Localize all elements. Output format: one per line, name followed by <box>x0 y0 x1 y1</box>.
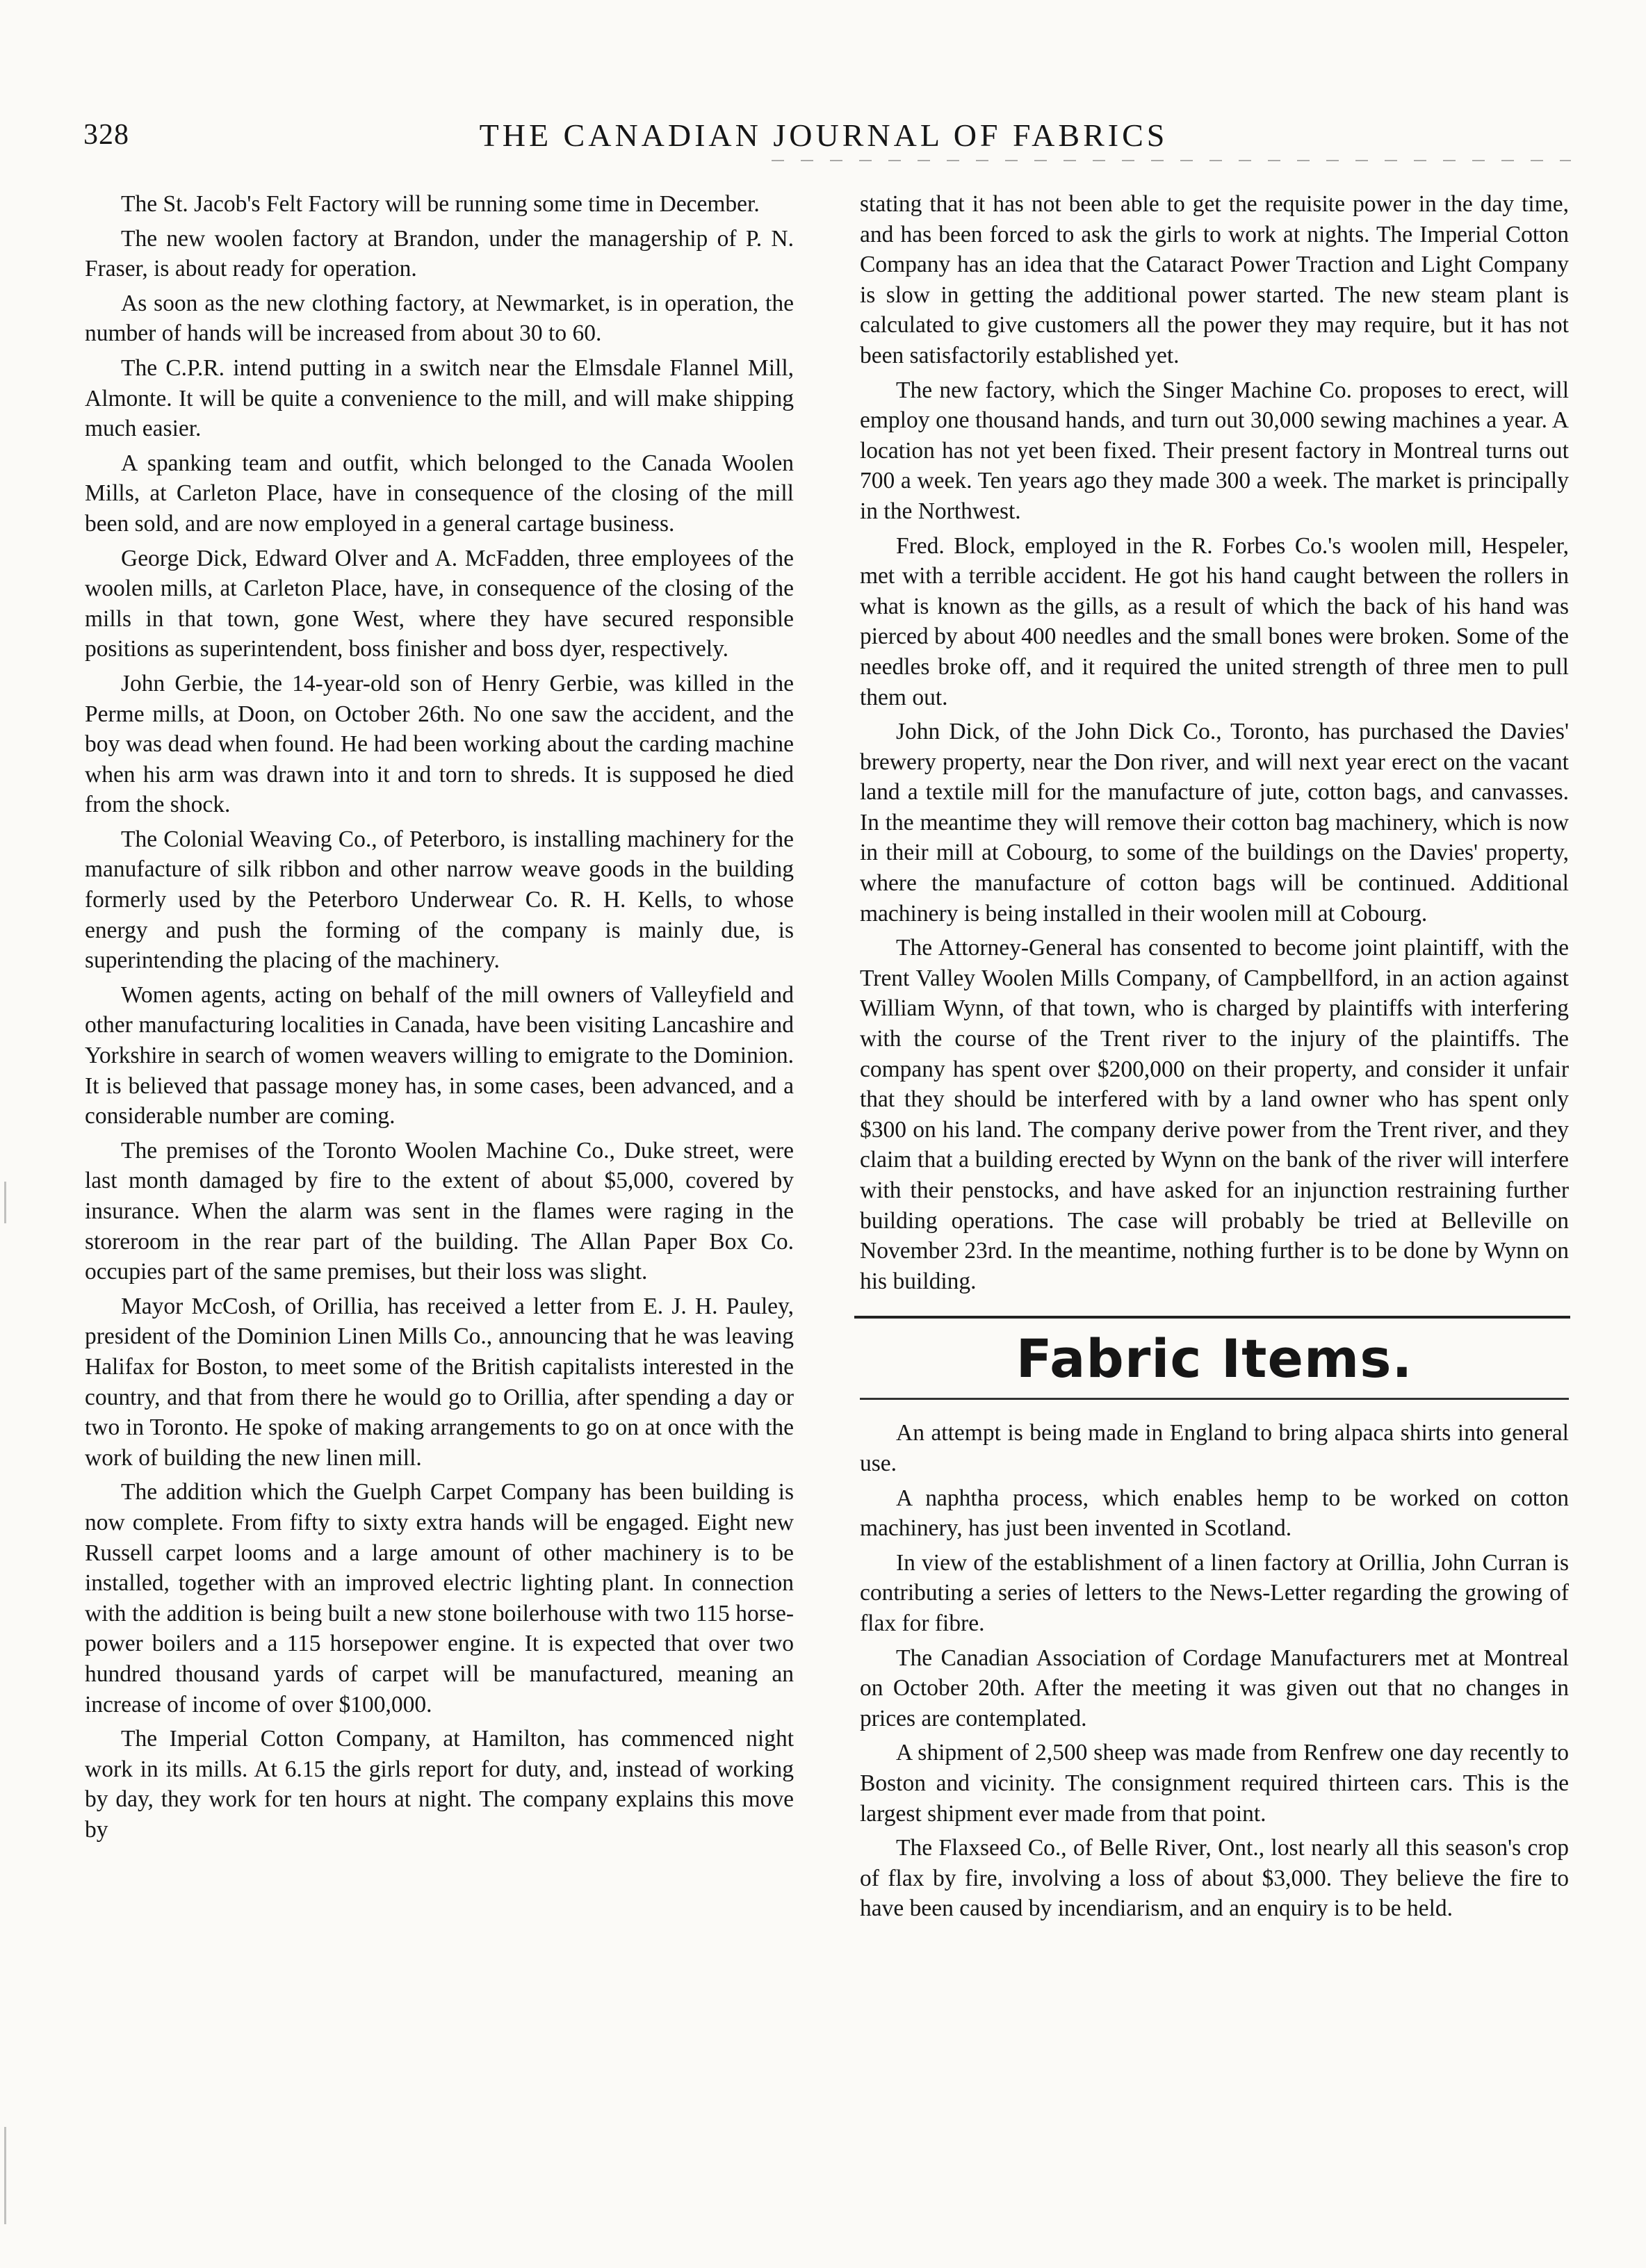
news-paragraph: George Dick, Edward Olver and A. McFadden, three employees of the woolen mills, at Carleton Place, have, in consequence of the closing of the mills in that town, gone West, where they have secured responsible positions as superintendent, boss finisher and boss dyer, respectively. <box>85 545 794 662</box>
news-paragraph: The premises of the Toronto Woolen Machine Co., Duke street, were last month damaged by fire to the extent of about $5,000, covered by insurance. When the alarm was sent in the flames were raging in the storeroom in the rear part of the building. The Allan Paper Box Co. occupies part of the same premises, but their loss was slight. <box>85 1137 794 1285</box>
left-column <box>85 189 794 1849</box>
fabric-item: A shipment of 2,500 sheep was made from Renfrew one day recently to Boston and vicinity. The consignment required thirteen cars. This is the largest shipment ever made from that point. <box>860 1740 1569 1827</box>
news-paragraph: The Imperial Cotton Company, at Hamilton, has commenced night work in its mills. At 6.15 the girls report for duty, and, instead of working by day, they work for ten hours at night. The company explains this move by <box>85 1726 794 1843</box>
news-paragraph: John Dick, of the John Dick Co., Toronto, has purchased the Davies' brewery property, near the Don river, and will next year erect on the vacant land a textile mill for the manufacture of jute, cotton bags, and canvasses. In the meantime they will remove their cotton bag machinery, which is now in their mill at Cobourg, to some of the buildings on the Davies' property, where the manufacture of cotton bags will be continued. Additional machinery is being installed in their woolen mill at Cobourg. <box>860 719 1569 927</box>
journal-title: THE CANADIAN JOURNAL OF FABRICS <box>479 117 1168 153</box>
fabric-item: The Flaxseed Co., of Belle River, Ont., lost nearly all this season's crop of flax by fire, involving a loss of about $3,000. They believe the fire to have been caused by incendiarism, and an enquiry is to be held. <box>860 1835 1569 1922</box>
news-paragraph: The St. Jacob's Felt Factory will be running some time in December. <box>121 191 760 217</box>
section-title-fabric-items: Fabric Items. <box>1016 1328 1413 1390</box>
fabric-item: An attempt is being made in England to bring alpaca shirts into general use. <box>860 1420 1569 1476</box>
news-paragraph: The C.P.R. intend putting in a switch near the Elmsdale Flannel Mill, Almonte. It will be quite a convenience to the mill, and will make shipping much easier. <box>85 354 794 442</box>
news-paragraph: Fred. Block, employed in the R. Forbes Co.'s woolen mill, Hespeler, met with a terrible accident. He got his hand caught between the rollers in what is known as the gills, as a result of which the back of his hand was pierced by about 400 needles and the small bones were broken. Some of the needles broke off, and it required the united strength of three men to pull them out. <box>860 532 1569 710</box>
section-divider <box>854 1316 1570 1319</box>
news-paragraph: The Colonial Weaving Co., of Peterboro, is installing machinery for the manufacture of silk ribbon and other narrow weave goods in the building formerly used by the Peterboro Underwear Co. R. H. Kells, to whose energy and push the forming of the company is mainly due, is superintending the placing of the machinery. <box>85 826 794 974</box>
scan-edge-mark <box>4 2127 6 2224</box>
fabric-item: A naphtha process, which enables hemp to be worked on cotton machinery, has just been invented in Scotland. <box>860 1485 1569 1542</box>
news-paragraph: A spanking team and outfit, which belonged to the Canada Woolen Mills, at Carleton Place, have in consequence of the closing of the mill been sold, and are now employed in a general cartage business. <box>85 450 794 537</box>
fabric-item: In view of the establishment of a linen factory at Orillia, John Curran is contributing a series of letters to the News-Letter regarding the growing of flax for fibre. <box>860 1549 1569 1636</box>
news-paragraph: Women agents, acting on behalf of the mill owners of Valleyfield and other manufacturing localities in Canada, have been visiting Lancashire and Yorkshire in search of women weavers willing to emigrate to the Dominion. It is believed that passage money has, in some cases, been advanced, and a considerable number are coming. <box>85 981 794 1129</box>
header-rule <box>772 160 1571 161</box>
news-paragraph-continued: stating that it has not been able to get the requisite power in the day time, and has been forced to ask the girls to work at nights. The Imperial Cotton Company has an idea that the Cataract Power Traction and Light Company is slow in getting the additional power started. The new steam plant is calculated to give customers all the power they may require, but it has not been satisfactorily established yet. <box>860 191 1569 368</box>
news-paragraph: The Attorney-General has consented to become joint plaintiff, with the Trent Valley Woolen Mills Company, of Campbellford, in an action against William Wynn, of that town, who is charged by plaintiffs with interfering with the course of the Trent river to the injury of the plaintiffs. The company has spent over $200,000 on their property, and consider it unfair that they should be interfered with by a land owner who has spent only $300 on his land. The company derive power from the Trent river, and they claim that a building erected by Wynn on the bank of the river will interfere with their penstocks, and have asked for an injunction restraining further building operations. The case will probably be tried at Belleville on November 23rd. In the meantime, nothing further is to be done by Wynn on his building. <box>860 935 1569 1294</box>
news-paragraph: John Gerbie, the 14-year-old son of Henry Gerbie, was killed in the Perme mills, at Doon, on October 26th. No one saw the accident, and the boy was dead when found. He had been working about the carding machine when his arm was drawn into it and torn to shreds. It is supposed he died from the shock. <box>85 670 794 818</box>
page-number: 328 <box>83 119 129 151</box>
news-paragraph: As soon as the new clothing factory, at Newmarket, is in operation, the number of hands will be increased from about 30 to 60. <box>85 290 794 347</box>
news-paragraph: The new factory, which the Singer Machine Co. proposes to erect, will employ one thousand hands, and turn out 30,000 sewing machines a year. A location has not yet been fixed. Their present factory in Montreal turns out 700 a week. Ten years ago they made 300 a week. The market is principally in the Northwest. <box>860 377 1569 524</box>
news-paragraph: The new woolen factory at Brandon, under the managership of P. N. Fraser, is about ready for operation. <box>85 225 794 282</box>
fabric-item: The Canadian Association of Cordage Manufacturers met at Montreal on October 20th. After the meeting it was given out that no changes in prices are contemplated. <box>860 1645 1569 1731</box>
right-column <box>860 189 1569 1928</box>
section-divider-thin <box>860 1398 1569 1400</box>
news-paragraph: Mayor McCosh, of Orillia, has received a letter from E. J. H. Pauley, president of the Dominion Linen Mills Co., announcing that he was leaving Halifax for Boston, to meet some of the British capitalists interested in the country, and that from there he would go to Orillia, after spending a day or two in Toronto. He spoke of making arrangements to go on at once with the work of building the new linen mill. <box>85 1293 794 1471</box>
news-paragraph: The addition which the Guelph Carpet Company has been building is now complete. From fifty to sixty extra hands will be engaged. Eight new Russell carpet looms and a large amount of other machinery is to be installed, together with an improved electric lighting plant. In connection with the addition is being built a new stone boilerhouse with two 115 horse-power boilers and a 115 horsepower engine. It is expected that over two hundred thousand yards of carpet will be manufactured, meaning an increase of income of over $100,000. <box>85 1479 794 1718</box>
scan-edge-mark <box>4 1182 6 1223</box>
page-header <box>76 117 1571 158</box>
